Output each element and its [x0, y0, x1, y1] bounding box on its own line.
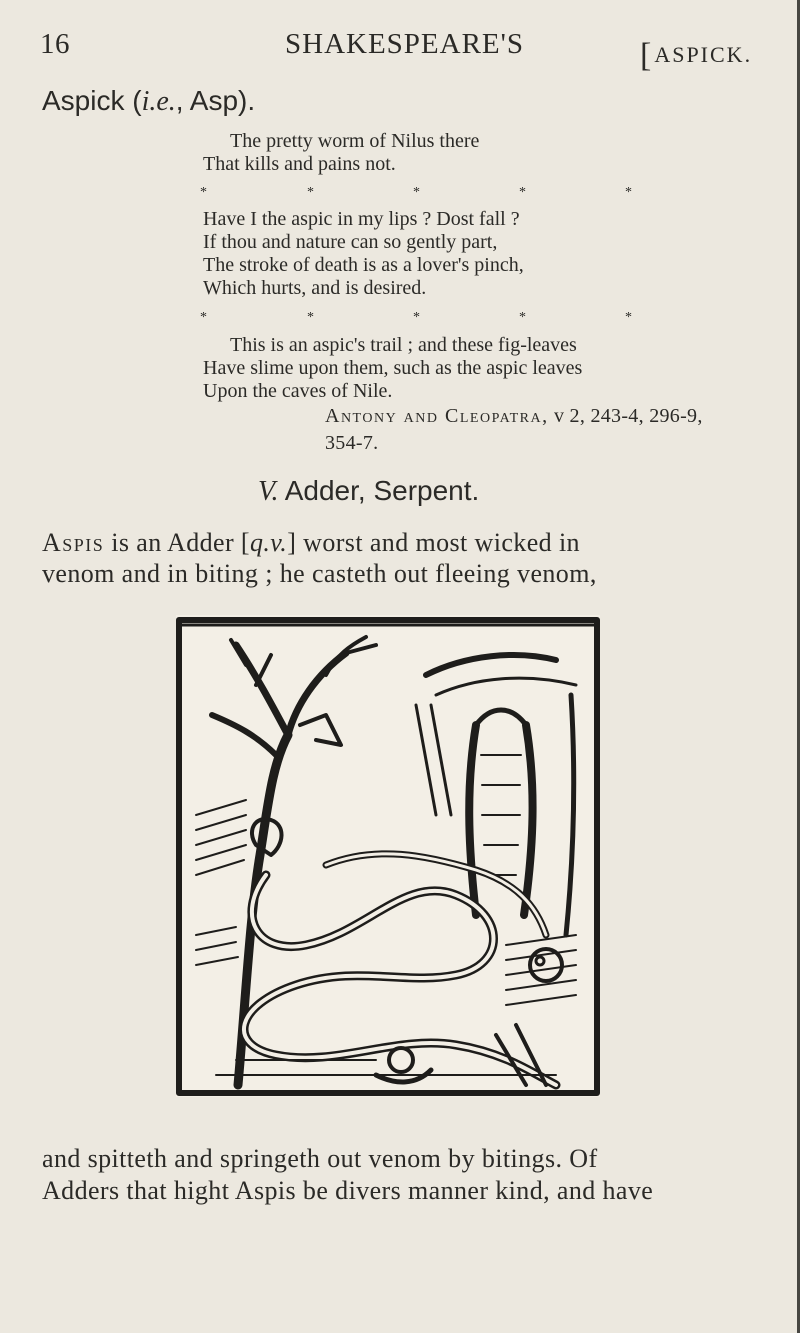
page-number: 16: [40, 28, 70, 60]
gloss-italic: i.e.: [141, 86, 176, 117]
star: *: [200, 185, 207, 200]
section-marker: V.: [258, 476, 279, 507]
verse-line: Have slime upon them, such as the aspic leaves: [203, 357, 583, 379]
section-bracket: [: [640, 37, 654, 74]
star: *: [625, 185, 632, 200]
body-line: Adders that hight Aspis be divers manner kind, and have: [42, 1176, 654, 1205]
verse-line: Have I the aspic in my lips ? Dost fall ?: [203, 208, 520, 230]
woodcut-icon: [176, 615, 600, 1097]
body-line: [42, 528, 580, 558]
body-text: ] worst and most wicked in: [287, 528, 580, 557]
gloss-open: (: [132, 85, 142, 116]
term-aspis: Aspis: [42, 528, 105, 557]
body-line: and spitteth and springeth out venom by bitings. Of: [42, 1144, 598, 1173]
entry-heading: [42, 85, 255, 118]
section-tag-text: ASPICK.: [654, 42, 753, 67]
serpents-woodcut-illustration: [176, 615, 600, 1097]
star: *: [413, 310, 420, 325]
body-text: is an Adder [: [104, 528, 250, 557]
cross-reference: q.v.: [250, 528, 288, 557]
section-title: Adder, Serpent.: [278, 475, 480, 506]
star: *: [625, 310, 632, 325]
star: *: [307, 310, 314, 325]
citation-refs: v 2, 243-4, 296-9,: [548, 405, 703, 427]
verse-line: This is an aspic's trail ; and these fig-leaves: [230, 334, 577, 356]
verse-line: That kills and pains not.: [203, 153, 396, 175]
verse-line: If thou and nature can so gently part,: [203, 231, 498, 253]
body-line: venom and in biting ; he casteth out fleeing venom,: [42, 559, 597, 588]
citation: [325, 405, 703, 428]
star: *: [519, 310, 526, 325]
verse-line: The pretty worm of Nilus there: [230, 130, 480, 152]
star: *: [413, 185, 420, 200]
headword: Aspick: [42, 85, 125, 116]
star: *: [200, 310, 207, 325]
section-tag: [640, 33, 753, 74]
star: *: [307, 185, 314, 200]
running-title: SHAKESPEARE'S: [285, 28, 524, 60]
star: *: [519, 185, 526, 200]
verse-line: Which hurts, and is desired.: [203, 277, 427, 299]
citation-play: Antony and Cleopatra,: [325, 405, 549, 427]
gloss-rest: , Asp).: [175, 85, 256, 116]
section-heading: [258, 475, 479, 508]
citation-continued: 354-7.: [325, 432, 379, 454]
verse-line: The stroke of death is as a lover's pinch,: [203, 254, 524, 276]
verse-line: Upon the caves of Nile.: [203, 380, 393, 402]
